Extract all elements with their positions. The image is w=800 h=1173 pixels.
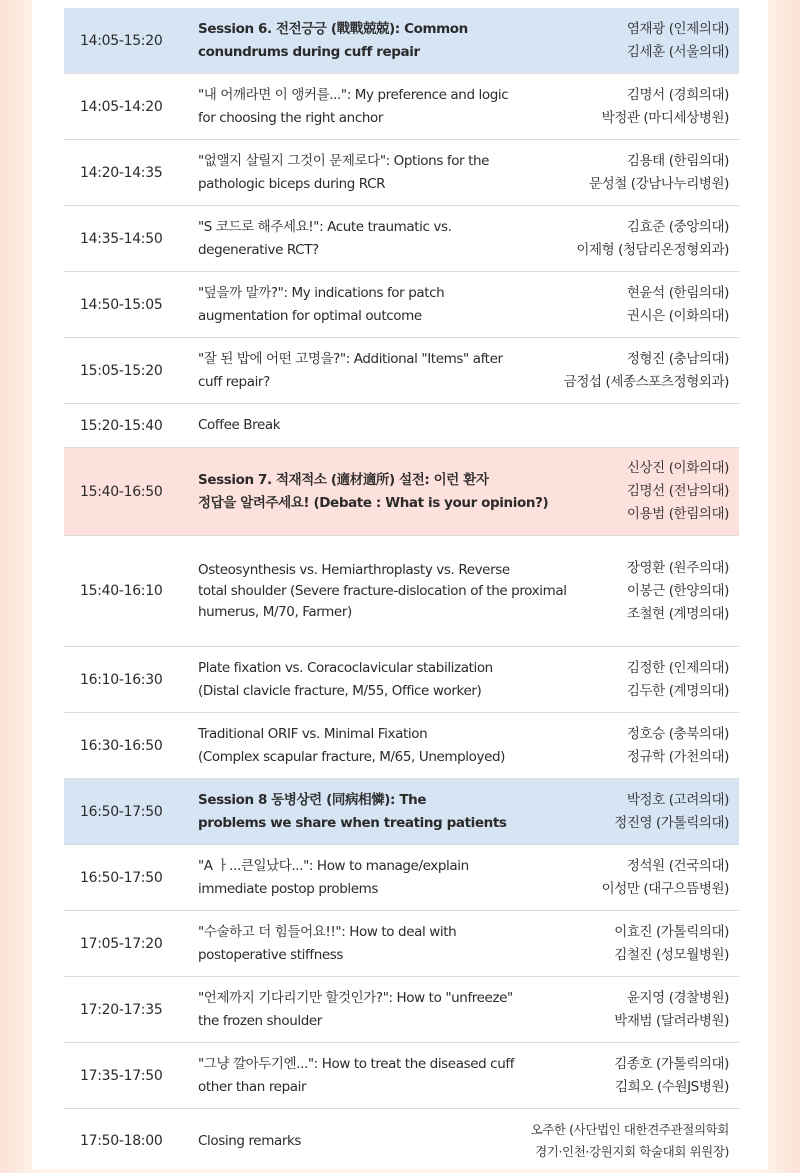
talk-row	[64, 338, 739, 404]
time-slot: 14:50-15:05	[80, 296, 163, 313]
session-header-row	[64, 448, 739, 536]
talk-row	[64, 911, 739, 977]
time-slot: 14:20-14:35	[80, 164, 163, 181]
talk-title: "A ㅏ...큰일났다...": How to manage/explain immediate postop problems	[198, 857, 469, 897]
speakers: 김종호 (가톨릭의대) 김희오 (수원JS병원)	[614, 1055, 729, 1095]
speakers: 현윤석 (한림의대) 권시은 (이화의대)	[626, 284, 729, 324]
speakers: 윤지영 (경찰병원) 박재범 (달려라병원)	[614, 989, 729, 1029]
time-slot: 17:20-17:35	[80, 1001, 163, 1018]
session-header-row	[64, 779, 739, 845]
speakers: 김명서 (경희의대) 박정관 (마디세상병원)	[601, 86, 729, 126]
talk-title: "수술하고 더 힘들어요!!": How to deal with postoperative stiffness	[198, 923, 457, 963]
talk-row	[64, 713, 739, 779]
speakers: 장영환 (원주의대) 이봉근 (한양의대) 조철현 (계명의대)	[626, 559, 729, 622]
session-header-row	[64, 8, 739, 74]
time-slot: 17:05-17:20	[80, 935, 163, 952]
time-slot: 16:50-17:50	[80, 869, 163, 886]
speakers: 김효준 (중앙의대) 이제형 (청담리온정형외과)	[576, 218, 729, 258]
session-title: Session 6. 전전긍긍 (戰戰兢兢): Common conundrums during cuff repair	[198, 20, 468, 60]
time-slot: 16:30-16:50	[80, 737, 163, 754]
talk-title: "S 코드로 해주세요!": Acute traumatic vs. degenerative RCT?	[198, 218, 452, 258]
session-title: Session 8 동병상련 (同病相憐): The problems we share when treating patients	[198, 791, 507, 831]
talk-row	[64, 206, 739, 272]
talk-row	[64, 272, 739, 338]
session-title: Session 7. 적재적소 (適材適所) 설전: 이런 환자 정답을 알려주세요! (Debate : What is your opinion?)	[198, 471, 549, 511]
speakers: 김용태 (한림의대) 문성철 (강남나누리병원)	[588, 152, 729, 192]
closing-speaker: 오주한 (사단법인 대한견주관절의학회 경기·인천·강원지회 학술대회 위원장)	[530, 1122, 729, 1159]
closing-row	[64, 1109, 739, 1173]
talk-title: "없앨지 살릴지 그것이 문제로다": Options for the pathologic biceps during RCR	[198, 152, 490, 192]
time-slot: 16:10-16:30	[80, 671, 163, 688]
talk-row	[64, 74, 739, 140]
talk-row	[64, 140, 739, 206]
moderators: 신상진 (이화의대) 김명선 (전남의대) 이용범 (한림의대)	[626, 460, 729, 522]
time-slot: 16:50-17:50	[80, 803, 163, 820]
closing-title: Closing remarks	[198, 1132, 302, 1149]
talk-row	[64, 977, 739, 1043]
time-slot: 14:05-15:20	[80, 32, 163, 49]
speakers: 이효진 (가톨릭의대) 김철진 (성모월병원)	[614, 923, 729, 963]
talk-title: Osteosynthesis vs. Hemiarthroplasty vs. Reverse total shoulder (Severe fracture-dislocation of the proximal humerus, M/70, Farmer)	[198, 561, 567, 620]
talk-title: "내 어깨라면 이 앵커를...": My preference and logic for choosing the right anchor	[198, 86, 509, 126]
time-slot: 14:05-14:20	[80, 98, 163, 115]
time-slot: 17:35-17:50	[80, 1067, 163, 1084]
talk-row	[64, 536, 739, 647]
moderators: 박정호 (고려의대) 정진영 (가톨릭의대)	[614, 791, 729, 831]
talk-title: Plate fixation vs. Coracoclavicular stabilization (Distal clavicle fracture, M/55, Office worker)	[198, 659, 493, 699]
speakers: 김정한 (인제의대) 김두한 (계명의대)	[626, 659, 729, 699]
talk-row	[64, 845, 739, 911]
time-slot: 14:35-14:50	[80, 230, 163, 247]
time-slot: 15:05-15:20	[80, 362, 163, 379]
moderators: 염재광 (인제의대) 김세훈 (서울의대)	[626, 20, 729, 60]
talk-row	[64, 647, 739, 713]
time-slot: 17:50-18:00	[80, 1133, 163, 1149]
program-schedule-table	[64, 8, 739, 1173]
break-row	[64, 404, 739, 448]
time-slot: 15:40-16:10	[80, 583, 163, 599]
talk-title: "언제까지 기다리기만 할것인가?": How to "unfreeze" the frozen shoulder	[198, 989, 513, 1029]
talk-row	[64, 1043, 739, 1109]
talk-title: "덮을까 말까?": My indications for patch augmentation for optimal outcome	[198, 284, 445, 324]
time-slot: 15:40-16:50	[80, 483, 163, 500]
speakers: 정호승 (충북의대) 정규학 (가천의대)	[626, 725, 729, 765]
speakers: 정석원 (건국의대) 이성만 (대구으뜸병원)	[601, 857, 729, 897]
time-slot: 15:20-15:40	[80, 417, 163, 434]
break-title: Coffee Break	[198, 417, 281, 433]
talk-title: "잘 된 밥에 어떤 고명을?": Additional "Items" after cuff repair?	[198, 350, 503, 390]
talk-title: "그냥 깔아두기엔...": How to treat the diseased cuff other than repair	[198, 1055, 515, 1095]
talk-title: Traditional ORIF vs. Minimal Fixation (Complex scapular fracture, M/65, Unemployed)	[198, 725, 506, 765]
speakers: 정형진 (충남의대) 금정섭 (세종스포츠정형외과)	[563, 350, 729, 390]
